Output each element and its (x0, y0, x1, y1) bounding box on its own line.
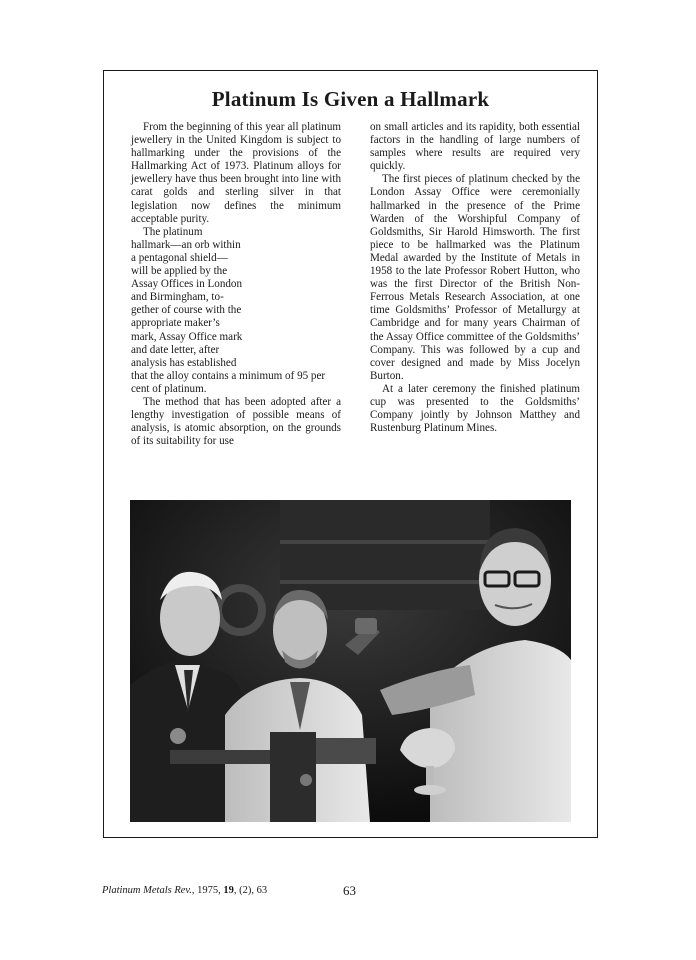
paragraph-first-pieces: The first pieces of platinum checked by the London Assay Office were ceremonially hallmarked in the presence of the Prime Warden of the Worshipful Company of Goldsmiths, Sir Harold Himsworth. The first piece to be hallmarked was the Platinum Medal awarded by the Institute of Metals in 1958 to the late Professor Robert Hutton, who was the first Director of the British Non-Ferrous Metals Research Association, at one time Goldsmiths’ Professor of Metallurgy at Cambridge and for many years Chairman of the Assay Office committee of the Goldsmiths’ Company. This was followed by a cup and cover designed and made by Miss Jocelyn Burton. (370, 173, 580, 382)
page-number: 63 (343, 883, 356, 898)
citation-volume: 19 (223, 885, 234, 896)
hallmarking-photograph (130, 500, 571, 822)
journal-name: Platinum Metals Rev. (102, 885, 192, 896)
left-column (131, 121, 341, 448)
hallmark-image-space (249, 226, 341, 360)
paragraph-method: The method that has been adopted after a lengthy investigation of possible means of analysis, is atomic absorption, on the grounds of its suitability for use (131, 395, 341, 448)
photograph-illustration (130, 500, 571, 822)
footer-citation (102, 885, 267, 896)
paragraph-method-cont: on small articles and its rapidity, both essential factors in the handling of large numbers of samples where results are required very quickly. (370, 121, 580, 173)
citation-issue-page: , (2), 63 (233, 885, 268, 896)
paragraph-intro: From the beginning of this year all platinum jewellery in the United Kingdom is subject to hallmarking under the provisions of the Hallmarking Act of 1973. Platinum alloys for jewellery have thus been brought into line with carat golds and sterling silver in that legislation now defines the minimum acceptable purity. (131, 121, 341, 225)
right-column (370, 121, 580, 435)
paragraph-ceremony: At a later ceremony the finished platinum cup was presented to the Goldsmiths’ Company jointly by Johnson Matthey and Rustenburg Platinum Mines. (370, 382, 580, 435)
paragraph-hallmark: The platinum hallmark—an orb within a pentagonal shield—will be applied by the Assay Offices in London and Birmingham, together of course with the appropriate maker’s mark, Assay Office mark and date letter, after analysis has established that the alloy contains a minimum of 95 per cent of platinum. (131, 225, 326, 395)
citation-year: , 1975, (191, 885, 224, 896)
article-title: Platinum Is Given a Hallmark (211, 87, 490, 111)
